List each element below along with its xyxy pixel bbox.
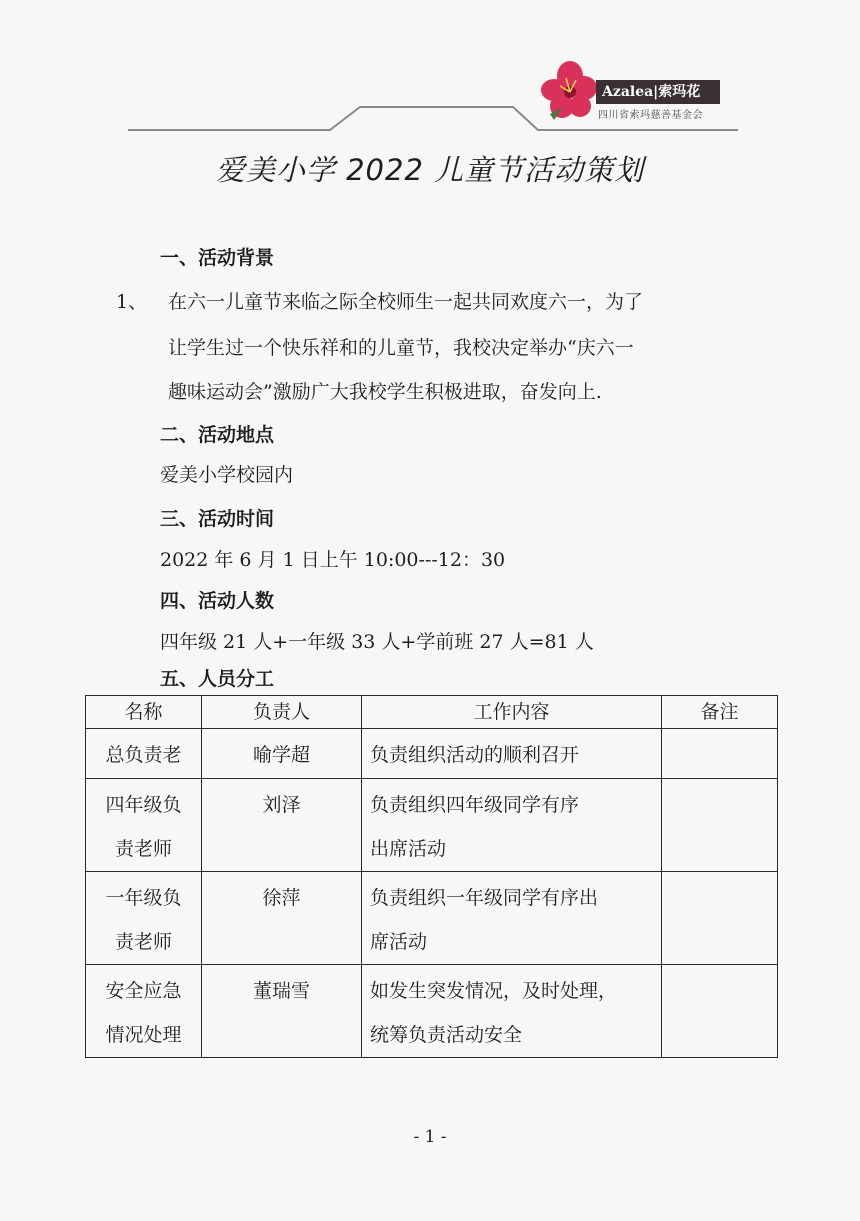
- task-line: 席活动: [370, 931, 428, 953]
- table-row: [86, 729, 778, 779]
- role-cell: [86, 965, 202, 1058]
- table-row: [86, 965, 778, 1058]
- table-header-row: [86, 696, 778, 729]
- headcount-text: 四年级 21 人+一年级 33 人+学前班 27 人=81 人: [160, 631, 594, 653]
- section-heading-background: 一、活动背景: [160, 247, 275, 269]
- page-number: - 1 -: [413, 1127, 447, 1147]
- task-line: 出席活动: [370, 838, 447, 860]
- task-line: 负责组织一年级同学有序出: [370, 887, 599, 909]
- task-cell: [362, 965, 662, 1058]
- task-cell: [362, 779, 662, 872]
- task-line: 负责组织活动的顺利召开: [370, 744, 580, 766]
- role-cell: [86, 872, 202, 965]
- section-heading-staff: 五、人员分工: [160, 668, 275, 690]
- task-cell: [362, 872, 662, 965]
- background-line-2: 让学生过一个快乐祥和的儿童节，我校决定举办“庆六一: [168, 337, 634, 359]
- task-line: 负责组织四年级同学有序: [370, 794, 580, 816]
- owner-name: 喻学超: [252, 744, 310, 766]
- column-header-task: 工作内容: [362, 696, 662, 729]
- time-text: 2022 年 6 月 1 日上午 10:00---12：30: [160, 549, 506, 571]
- owner-cell: [202, 729, 362, 779]
- task-line: 统筹负责活动安全: [370, 1024, 523, 1046]
- document-title: 爱美小学 2022 儿童节活动策划: [215, 153, 645, 187]
- column-header-note: 备注: [662, 696, 778, 729]
- table-row: [86, 779, 778, 872]
- column-header-owner: 负责人: [202, 696, 362, 729]
- section-heading-location: 二、活动地点: [160, 424, 275, 446]
- logo-subtitle: 四川省索玛慈善基金会: [598, 110, 703, 121]
- role-line: 情况处理: [105, 1024, 182, 1046]
- note-cell: [662, 779, 778, 872]
- background-line-1: 在六一儿童节来临之际全校师生一起共同欢度六一，为了: [168, 291, 644, 313]
- location-text: 爱美小学校园内: [160, 464, 294, 486]
- role-line: 责老师: [114, 931, 172, 953]
- role-line: 四年级负: [105, 794, 182, 816]
- note-text: [662, 779, 777, 783]
- table-row: [86, 872, 778, 965]
- note-text: [662, 729, 777, 733]
- task-line: 如发生突发情况，及时处理，: [370, 980, 618, 1002]
- note-text: [662, 872, 777, 876]
- owner-name: 徐萍: [262, 887, 301, 909]
- role-cell: [86, 779, 202, 872]
- column-header-name: 名称: [86, 696, 202, 729]
- note-text: [662, 965, 777, 969]
- role-line: 总负责老: [105, 744, 182, 766]
- background-line-3: 趣味运动会”激励广大我校学生积极进取，奋发向上.: [168, 381, 602, 403]
- role-line: 一年级负: [105, 887, 182, 909]
- logo-brand-text: Azalea|索玛花: [596, 80, 720, 104]
- note-cell: [662, 965, 778, 1058]
- role-line: 安全应急: [105, 980, 182, 1002]
- section-heading-time: 三、活动时间: [160, 508, 275, 530]
- owner-cell: [202, 779, 362, 872]
- section-heading-headcount: 四、活动人数: [160, 590, 275, 612]
- owner-cell: [202, 872, 362, 965]
- header-divider: [128, 104, 738, 134]
- owner-name: 刘泽: [262, 794, 301, 816]
- owner-name: 董瑞雪: [252, 980, 310, 1002]
- note-cell: [662, 729, 778, 779]
- note-cell: [662, 872, 778, 965]
- item-number: 1、: [116, 291, 148, 313]
- staff-assignment-table: [85, 695, 778, 1058]
- role-line: 责老师: [114, 838, 172, 860]
- role-cell: [86, 729, 202, 779]
- owner-cell: [202, 965, 362, 1058]
- task-cell: [362, 729, 662, 779]
